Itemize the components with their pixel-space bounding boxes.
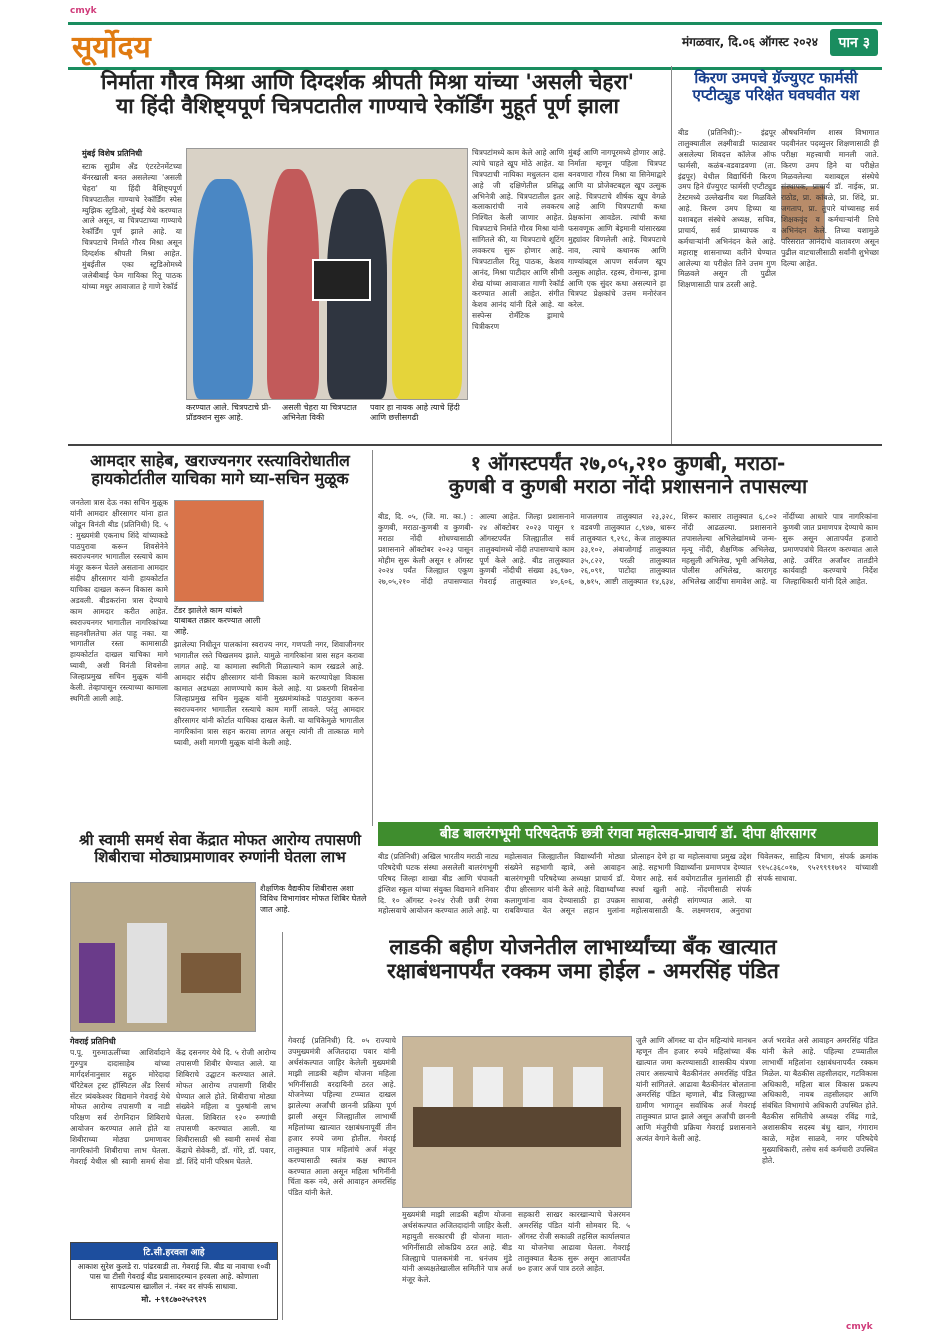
health-camp-photo [70, 882, 256, 1032]
issue-date: मंगळवार, दि.०६ ऑगस्ट २०२४ [681, 35, 818, 49]
politician-portrait [174, 500, 264, 602]
photo-person [392, 179, 462, 399]
photo-person [193, 179, 253, 399]
story1-headline-line1: निर्माता गौरव मिश्रा आणि दिग्दर्शक श्रीपती मिश्रा यांच्या 'असली चेहरा' [100, 70, 635, 94]
story1-col2: चित्रपटांमध्ये काम केले आहे आणि त्यांचे चाहते खूप मोठे आहेत. या चित्रपटाची नायिका मधुलतन दास आहे जी दक्षिणेतील प्रसिद्ध अभिनेत्री आहे. चित्रपटातील इतर कलाकारांची नावे लवकरच निश्चित केली जाणार आहेत. चित्रपटाचे निर्माते गौरव मिश्रा यांनी सांगितले की, या चित्रपटाचे शूटिंग लवकरच सुरू होणार आहे. चित्रपटातील रितू पाठक, केशव आनंद, मिश्रा पाटीदार आणि सीमी शेख यांच्या आवाजात गाणी रेकॉर्ड करण्यात आली आहेत. संगीत केशव आनंद यांनी दिले आहे. या सस्पेन्स रोमॅंटिक ड्रामाचे चित्रीकरण [472, 148, 564, 331]
story1-caption1: करण्यात आले. चित्रपटाचे प्री-प्रॉडक्शन सुरू आहे. [186, 403, 272, 423]
photo-person [79, 943, 115, 1023]
story6-headline [70, 832, 370, 867]
story1-photo [186, 148, 468, 400]
ad-phone: मो. +९१८७०२५२९२९ [141, 1295, 207, 1305]
story2-col2: औषधनिर्माण शास्त्र विभागात पदवीनंतर पदव्युत्तर शिक्षणासाठी ही परीक्षा महत्त्वाची मानली जाते. किरण उमप हिने या परीक्षेत मिळवलेल्या यशाबद्दल संस्थेचे संस्थापक, प्राचार्य डॉ. नाईक, प्रा. राठोड, प्रा. कांबळे, प्रा. शिंदे, प्रा. जगताप, प्रा. तुपारे यांच्यासह सर्व शिक्षकवृंद व कर्मचाऱ्यांनी तिचे अभिनंदन केले. तिच्या यशामुळे परिसरात आनंदाचे वातावरण असून पुढील वाटचालीसाठी सर्वांनी शुभेच्छा दिल्या आहेत. [781, 128, 879, 268]
story3-col1: जनतेला त्रास देऊ नका सचिन मुळूक यांनी आमदार क्षीरसागर यांना हात जोडून विनंती बीड (प्रतिनिधी) दि. ५ : मुख्यमंत्री एकनाथ शिंदे यांच्याकडे पाठपुरावा करून शिवसेनेने स्वराज्यनगर भागातील रस्त्याचे काम मंजूर करून घेतले असताना आमदार संदीप क्षीरसागर यांनी हायकोर्टात याचिका दाखल करून विकास कामे अडवली. बीडकरांना त्रास देण्याचे काम आमदार करीत आहेत. स्वराज्यनगर भागातील नागरिकांच्या सहनशीलतेचा अंत पाहू नका. या भागातील रस्ता कामासाठी हायकोर्टात दाखल याचिका मागे घ्यावी, अशी विनंती शिवसेना जिल्हाप्रमुख सचिन मुळूक यांनी केली. तेव्हापासून रस्त्याच्या कामाला स्थगिती आली आहे. [70, 498, 168, 703]
section-divider [68, 444, 882, 446]
story4-body: बीड, दि. ०५, (जि. मा. का.) : कुणबी, मराठा-कुणबी व कुणबी-मराठा नोंदी शोधण्यासाठी प्रशासनाने ऑक्टोबर २०२३ पासून मोहीम सुरू केली असून १ ऑगस्ट २०२४ पर्यंत जिल्ह्यात एकूण २७,०५,२१० नोंदी तपासण्यात आल्या आहेत. जिल्हा प्रशासनाने २४ ऑक्टोबर २०२३ पासून १ ऑगस्टपर्यंत जिल्ह्यातील सर्व तालुक्यांमध्ये नोंदी तपासण्याचे काम पूर्ण केले आहे. बीड तालुक्यात कुणबी नोंदीची संख्या ३६,९७०, गेवराई तालुक्यात ४०,६०६, माजलगाव तालुक्यात २३,३२८, वडवणी तालुक्यात ८,९४७, धारूर तालुक्यात ९,२९८, केज तालुक्यात ३३,१०२, अंबाजोगाई तालुक्यात ३५,८२२, परळी तालुक्यात २६,०९१, पाटोदा तालुक्यात ७,७१५, आष्टी तालुक्यात १४,६३४, शिरूर कासार तालुक्यात ६,८०२ नोंदी आढळल्या. प्रशासनाने तपासलेल्या अभिलेखांमध्ये जन्म-मृत्यू नोंदी, शैक्षणिक अभिलेख, महसुली अभिलेख, भूमी अभिलेख, पोलीस अभिलेख, कारागृह अभिलेख आदींचा समावेश आहे. या नोंदींच्या आधारे पात्र नागरिकांना कुणबी जात प्रमाणपत्र देण्याचे काम सुरू असून आतापर्यंत हजारो प्रमाणपत्रांचे वितरण करण्यात आले आहे. उर्वरित अर्जांवर तातडीने कार्यवाही करण्याचे निर्देश जिल्हाधिकारी यांनी दिले आहेत. [378, 512, 878, 587]
story1-caption2: असली चेहरा या चित्रपटात अभिनेता विकी [282, 403, 357, 423]
story6-headline-line2: शिबीराचा मोठ्याप्रमाणावर रुग्णांनी घेतला लाभ [94, 848, 346, 867]
story7-col1: गेवराई (प्रतिनिधी) दि. ०५ राज्याचे उपमुख्यमंत्री अजितदादा पवार यांनी अर्थसंकल्पात जाहिर केलेली मुख्यमंत्री माझी लाडकी बहीण योजना महिला भगिनींसाठी वरदायिनी ठरत आहे. योजनेच्या पहिल्या टप्प्यात दाखल झालेल्या अर्जांची छाननी प्रक्रिया पूर्ण झाली असून जिल्ह्यातील लाभार्थी महिलांच्या खात्यात रक्षाबंधनापूर्वी तीन हजार रुपये जमा होतील. गेवराई तालुक्यात पात्र महिलांचे अर्ज मंजूर करण्यासाठी स्वतंत्र कक्ष स्थापन करण्यात आला असून महिला भगिनींनी चिंता करू नये, असे आवाहन अमरसिंह पंडित यांनी केले. [288, 1036, 396, 1198]
photo-person [423, 1067, 453, 1107]
story7-headline-line2: रक्षाबंधनापर्यंत रक्कम जमा होईल - अमरसिंह पंडित [387, 959, 779, 984]
story4-headline [378, 452, 878, 498]
print-mark-bottom: cmyk [846, 1322, 873, 1332]
story6-byline: गेवराई प्रतिनिधी [70, 1037, 116, 1046]
lost-certificate-ad [70, 1242, 278, 1320]
page-number: पान ३ [830, 29, 878, 56]
story7-headline [288, 935, 878, 983]
ad-body: आकाश सुरेश कुलडे रा. पांढरवाडी ता. गेवराई जि. बीड या नावाचा १०वी पास चा टीसी गेवराई बीड प्रवासादरम्यान हरवला आहे. कोणाला सापडल्यास खालील नं. नंबर वर संपर्क साधावा. [77, 1262, 271, 1292]
story6-headline-line1: श्री स्वामी समर्थ सेवा केंद्रात मोफत आरोग्य तपासणी [78, 831, 362, 849]
story6-photo-caption: शैक्षणिक वैद्यकीय शिबीरास अशा विविध विभागांवर मोफत शिबिर घेतले जात आहे. [260, 884, 367, 914]
meeting-photo [402, 1036, 632, 1208]
clapperboard-icon [312, 259, 371, 301]
story2-headline-line2: एप्टीट्युड परिक्षेत घवघवीत यश [692, 86, 860, 105]
story3-photo-caption: टेंडर झालेले काम थांबले याबाबत तक्रार करण्यात आली आहे. [174, 606, 261, 636]
story5-headline: बीड बालरंगभूमी परिषदेतर्फे छत्री रंगवा महोत्सव-प्राचार्य डॉ. दीपा क्षीरसागर [378, 822, 878, 846]
newspaper-logo: सूर्योदय [72, 30, 151, 65]
story3-headline-line2: हायकोर्टातील याचिका मागे घ्या-सचिन मुळूक [91, 469, 349, 489]
story2-headline-line1: किरण उमपचे ग्रॅज्युएट फार्मसी [694, 69, 858, 87]
story4-headline-line2: कुणबी व कुणबी मराठा नोंदी प्रशासनाने तपासल्या [448, 474, 808, 498]
column-divider [282, 932, 283, 1320]
photo-person [573, 1067, 603, 1107]
photo-person [127, 923, 167, 1023]
story7-caption2: सहकारी साखर कारखान्याचे चेअरमन अमरसिंह पंडित यांनी सोमवार दि. ५ ऑगस्ट रोजी सकाळी तहसिल कार्यालयात या योजनेचा आढावा घेतला. गेवराई तालुक्यात बैठक सुरू असून आतापर्यंत ७० हजार अर्ज पात्र ठरले आहेत. [518, 1210, 630, 1274]
photo-person [473, 1067, 503, 1107]
ad-title: टि.सी.हरवला आहे [71, 1243, 277, 1260]
story7-photo-caption: मुख्यमंत्री माझी लाडकी बहीण योजना अर्थसंकल्पात अजितदादांनी जाहिर केली. महायुती सरकारची ही योजना माता-भगिनींसाठी लोकप्रिय ठरत आहे. बीड जिल्ह्याचे पालकमंत्री ना. धनंजय मुंडे यांनी अध्यक्षतेखालील समितीने पात्र अर्ज मंजूर केले. [402, 1210, 512, 1285]
story1-caption3: पवार हा नायक आहे त्याचे हिंदी आणि छत्तीसगढी [370, 403, 460, 423]
column-divider [671, 66, 672, 444]
story1-headline-line2: या हिंदी वैशिष्ट्यपूर्ण चित्रपटातील गाण्याचे रेकॉर्डिंग मुहूर्त पूर्ण झाला [116, 94, 619, 119]
photo-table [181, 953, 241, 993]
story7-col2: जुलै आणि ऑगस्ट या दोन महिन्यांचे मानधन म्हणून तीन हजार रुपये महिलांच्या बँक खात्यात जमा करण्यासाठी शासकीय यंत्रणा तयार असल्याचे बैठकीनंतर अमरसिंह पंडित यांनी सांगितले. आढावा बैठकीनंतर बोलताना अमरसिंह पंडित म्हणाले, बीड जिल्ह्याच्या ग्रामीण भागातून सर्वाधिक अर्ज गेवराई तालुक्यात प्राप्त झाले असून अर्जांची छाननी आणि मंजुरीची प्रक्रिया गेवराई प्रशासनाने अत्यंत वेगाने केली आहे. [636, 1036, 756, 1143]
story5-body: बीड (प्रतिनिधी) अखिल भारतीय मराठी नाट्य परिषदेची घटक संस्था असलेली बालरंगभूमी परिषद जिल्हा शाखा बीड आणि चंपावती इंग्लिश स्कूल यांच्या संयुक्त विद्यमाने शनिवार दि. १० ऑगस्ट २०२४ रोजी छत्री रंगवा महोत्सवाचे आयोजन करण्यात आले आहे. या महोत्सवात जिल्ह्यातील विद्यार्थ्यांनी मोठ्या संख्येने सहभागी व्हावे, असे आवाहन बालरंगभूमी परिषदेच्या अध्यक्षा प्राचार्य डॉ. दीपा क्षीरसागर यांनी केले आहे. विद्यार्थ्यांच्या कलागुणांना वाव देण्यासाठी हा उपक्रम राबविण्यात येत असून लहान मुलांना प्रोत्साहन देणे हा या महोत्सवाचा प्रमुख उद्देश आहे. सहभागी विद्यार्थ्यांना प्रमाणपत्र देण्यात येणार आहे. सर्व वयोगटातील मुलांसाठी ही स्पर्धा खुली आहे. नोंदणीसाठी संपर्क साधावा, असेही सांगण्यात आले. या महोत्सवासाठी कै. लक्ष्मणराव, अनुराधा चिवेलकर, साहित्य विभाग, संपर्क क्रमांक ९१५८३६८०१७, ९५२९९९१७९२ यांच्याशी संपर्क साधावा. [378, 852, 878, 916]
masthead [68, 22, 882, 70]
story1-byline: मुंबई विशेष प्रतिनिधी [82, 149, 143, 158]
story3-col2: झालेल्या निधीतून पालकांना स्वराज्य नगर, गणपती नगर, शिवाजीनगर भागातील रस्ते चिखलमय झाले. यामुळे नागरिकांना त्रास सहन करावा लागत आहे. या कामाला स्थगिती मिळाल्याने काम रखडले आहे. आमदार संदीप क्षीरसागर यांनी विकास कामे करण्यापेक्षा विकास कामात अडथळा आणण्याचे काम केले आहे. या प्रकरणी शिवसेना जिल्हाप्रमुख सचिन मुळूक यांनी मुख्यमंत्र्यांकडे पाठपुरावा करून स्वराज्यनगर भागातील रस्त्याचे काम मार्गी लावले. परंतु आमदार क्षीरसागर यांनी कोर्टात याचिका दाखल केली. या याचिकेमुळे भागातील नागरिकांना त्रास सहन करावा लागत असून त्यांनी ती तात्काळ मागे घ्यावी, अशी मागणी मुळूक यांनी केली आहे. [174, 640, 364, 747]
story6-body: प.पू. गुरुमाऊलींच्या आशिर्वादाने गुरुपुत्र दादासाहेब यांच्या मार्गदर्शनानुसार सद्गुरु मोरेदादा चॅरिटेबल ट्रस्ट हॉस्पिटल अँड रिसर्च सेंटर त्र्यंबकेश्वर विद्यमाने गेवराई येथे मोफत आरोग्य तपासणी व नाडी परिक्षण सर्व रोगनिदान शिबिराचे आयोजन करण्यात आले होते या शिबीराच्या मोठ्या प्रमाणावर नागरिकांनी शिबीराचा लाभ घेतला. गेवराई येथील श्री स्वामी समर्थ सेवा केंद्र दसनगर येथे दि. ५ रोजी आरोग्य तपासणी शिबीर घेण्यात आले. या शिबिराचे उद्घाटन करण्यात आले. मोफत आरोग्य तपासणी शिबीर घेण्यात आले होते. शिबीराचा मोठ्या संख्येने महिला व पुरुषांनी लाभ घेतला. शिबिरात १२० रुग्णांची तपासणी करण्यात आली. या शिबीरासाठी श्री स्वामी समर्थ सेवा केंद्राचे सेवेकरी, डॉ. गोरे, डॉ. पवार, डॉ. शिंदे यांनी परिश्रम घेतले. [70, 1048, 276, 1166]
photo-table [413, 1107, 621, 1147]
column-divider [372, 450, 373, 826]
story2-col1: बीड (प्रतिनिधी):- इंद्रपूर तालुक्यातील लक्ष्मीवाडी फाट्यावर असलेल्या शिवदत्त कॉलेज ऑफ फार्मसी, कळंब-वडवाडवणा (ता. इंद्रपूर) येथील विद्यार्थिनी किरण उमप हिने ग्रॅज्युएट फार्मसी एप्टीट्युड टेस्टमध्ये उल्लेखनीय यश मिळविले आहे. किरण उमप हिच्या या यशाबद्दल संस्थेचे अध्यक्ष, सचिव, प्राचार्य, सर्व प्राध्यापक व कर्मचाऱ्यांनी अभिनंदन केले आहे. महाराष्ट्र शासनाच्या वतीने घेण्यात आलेल्या या परीक्षेत तिने उत्तम गुण मिळवले असून ती पुढील शिक्षणासाठी पात्र ठरली आहे. [678, 128, 776, 290]
story4-headline-line1: १ ऑगस्टपर्यंत २७,०५,२१० कुणबी, मराठा- [470, 451, 786, 475]
story1-col1: स्टाक सुप्रीम अँड एंटरटेनमेंटच्या बॅनरखाली बनत असलेल्या 'असली चेहरा' या हिंदी वैशिष्ट्यपूर्ण चित्रपटातील गाण्याचे रेकॉर्डिंग स्पेस म्युझिक स्टुडिओ, मुंबई येथे करण्यात आले असून, या चित्रपटाच्या गाण्याचे रेकॉर्डिंग पूर्ण झाले आहे. या चित्रपटाचे निर्माते गौरव मिश्रा असून दिग्दर्शक श्रीपती मिश्रा आहेत. मुंबईतील एका स्टुडिओमध्ये जलेबीबाई फेम गायिका रितू पाठक यांच्या मधुर आवाजात हे गाणे रेकॉर्ड [82, 162, 182, 291]
print-mark-top: cmyk [70, 6, 97, 16]
story2-headline [676, 70, 876, 105]
photo-person [523, 1067, 553, 1107]
story7-col3: अर्ज भरावेत असे आवाहन अमरसिंह पंडित यांनी केले आहे. पहिल्या टप्प्यातील लाभार्थी महिलांना रक्षाबंधनापर्यंत रक्कम मिळेल. या बैठकीस तहसीलदार, गटविकास अधिकारी, महिला बाल विकास प्रकल्प अधिकारी, नायब तहसीलदार आणि संबंधित विभागांचे अधिकारी उपस्थित होते. बैठकीस समितीचे अध्यक्ष रविंद्र गाडे, अशासकीय सदस्य बंधु खान, गंगाराम काळे, महेश साळवे, नगर परिषदेचे मुख्याधिकारी, तसेच सर्व कर्मचारी उपस्थित होते. [762, 1036, 878, 1165]
story3-headline [70, 452, 370, 489]
story3-headline-line1: आमदार साहेब, खराज्यनगर रस्त्याविरोधातील [90, 451, 350, 470]
story1-col3: मुंबई आणि नागपूरमध्ये होणार आहे. निर्माता म्हणून पहिला चित्रपट बनवणारा गौरव मिश्रा या सिनेमाद्वारे आणि या प्रोजेक्टबद्दल खूप उत्सुक आहे. चित्रपटाचे शीर्षक खूप वेगळे आहे आणि चित्रपटाची कथा प्रेक्षकांना आवडेल. त्यांची कथा फसवणूक आणि बेइमानी यांसारख्या मुद्द्यांवर विणलेली आहे. चित्रपटाचे नाव, त्याचे कथानक आणि गाण्यांबद्दल आपण सर्वजण खूप उत्सुक आहोत. रहस्य, रोमान्स, ड्रामा आणि एक सुंदर कथा असल्याने हा चित्रपट प्रेक्षकांचे उत्तम मनोरंजन करेल. [568, 148, 666, 310]
story1-headline [70, 70, 665, 118]
story7-headline-line1: लाडकी बहीण योजनेतील लाभार्थ्यांच्या बँक खात्यात [389, 935, 777, 959]
